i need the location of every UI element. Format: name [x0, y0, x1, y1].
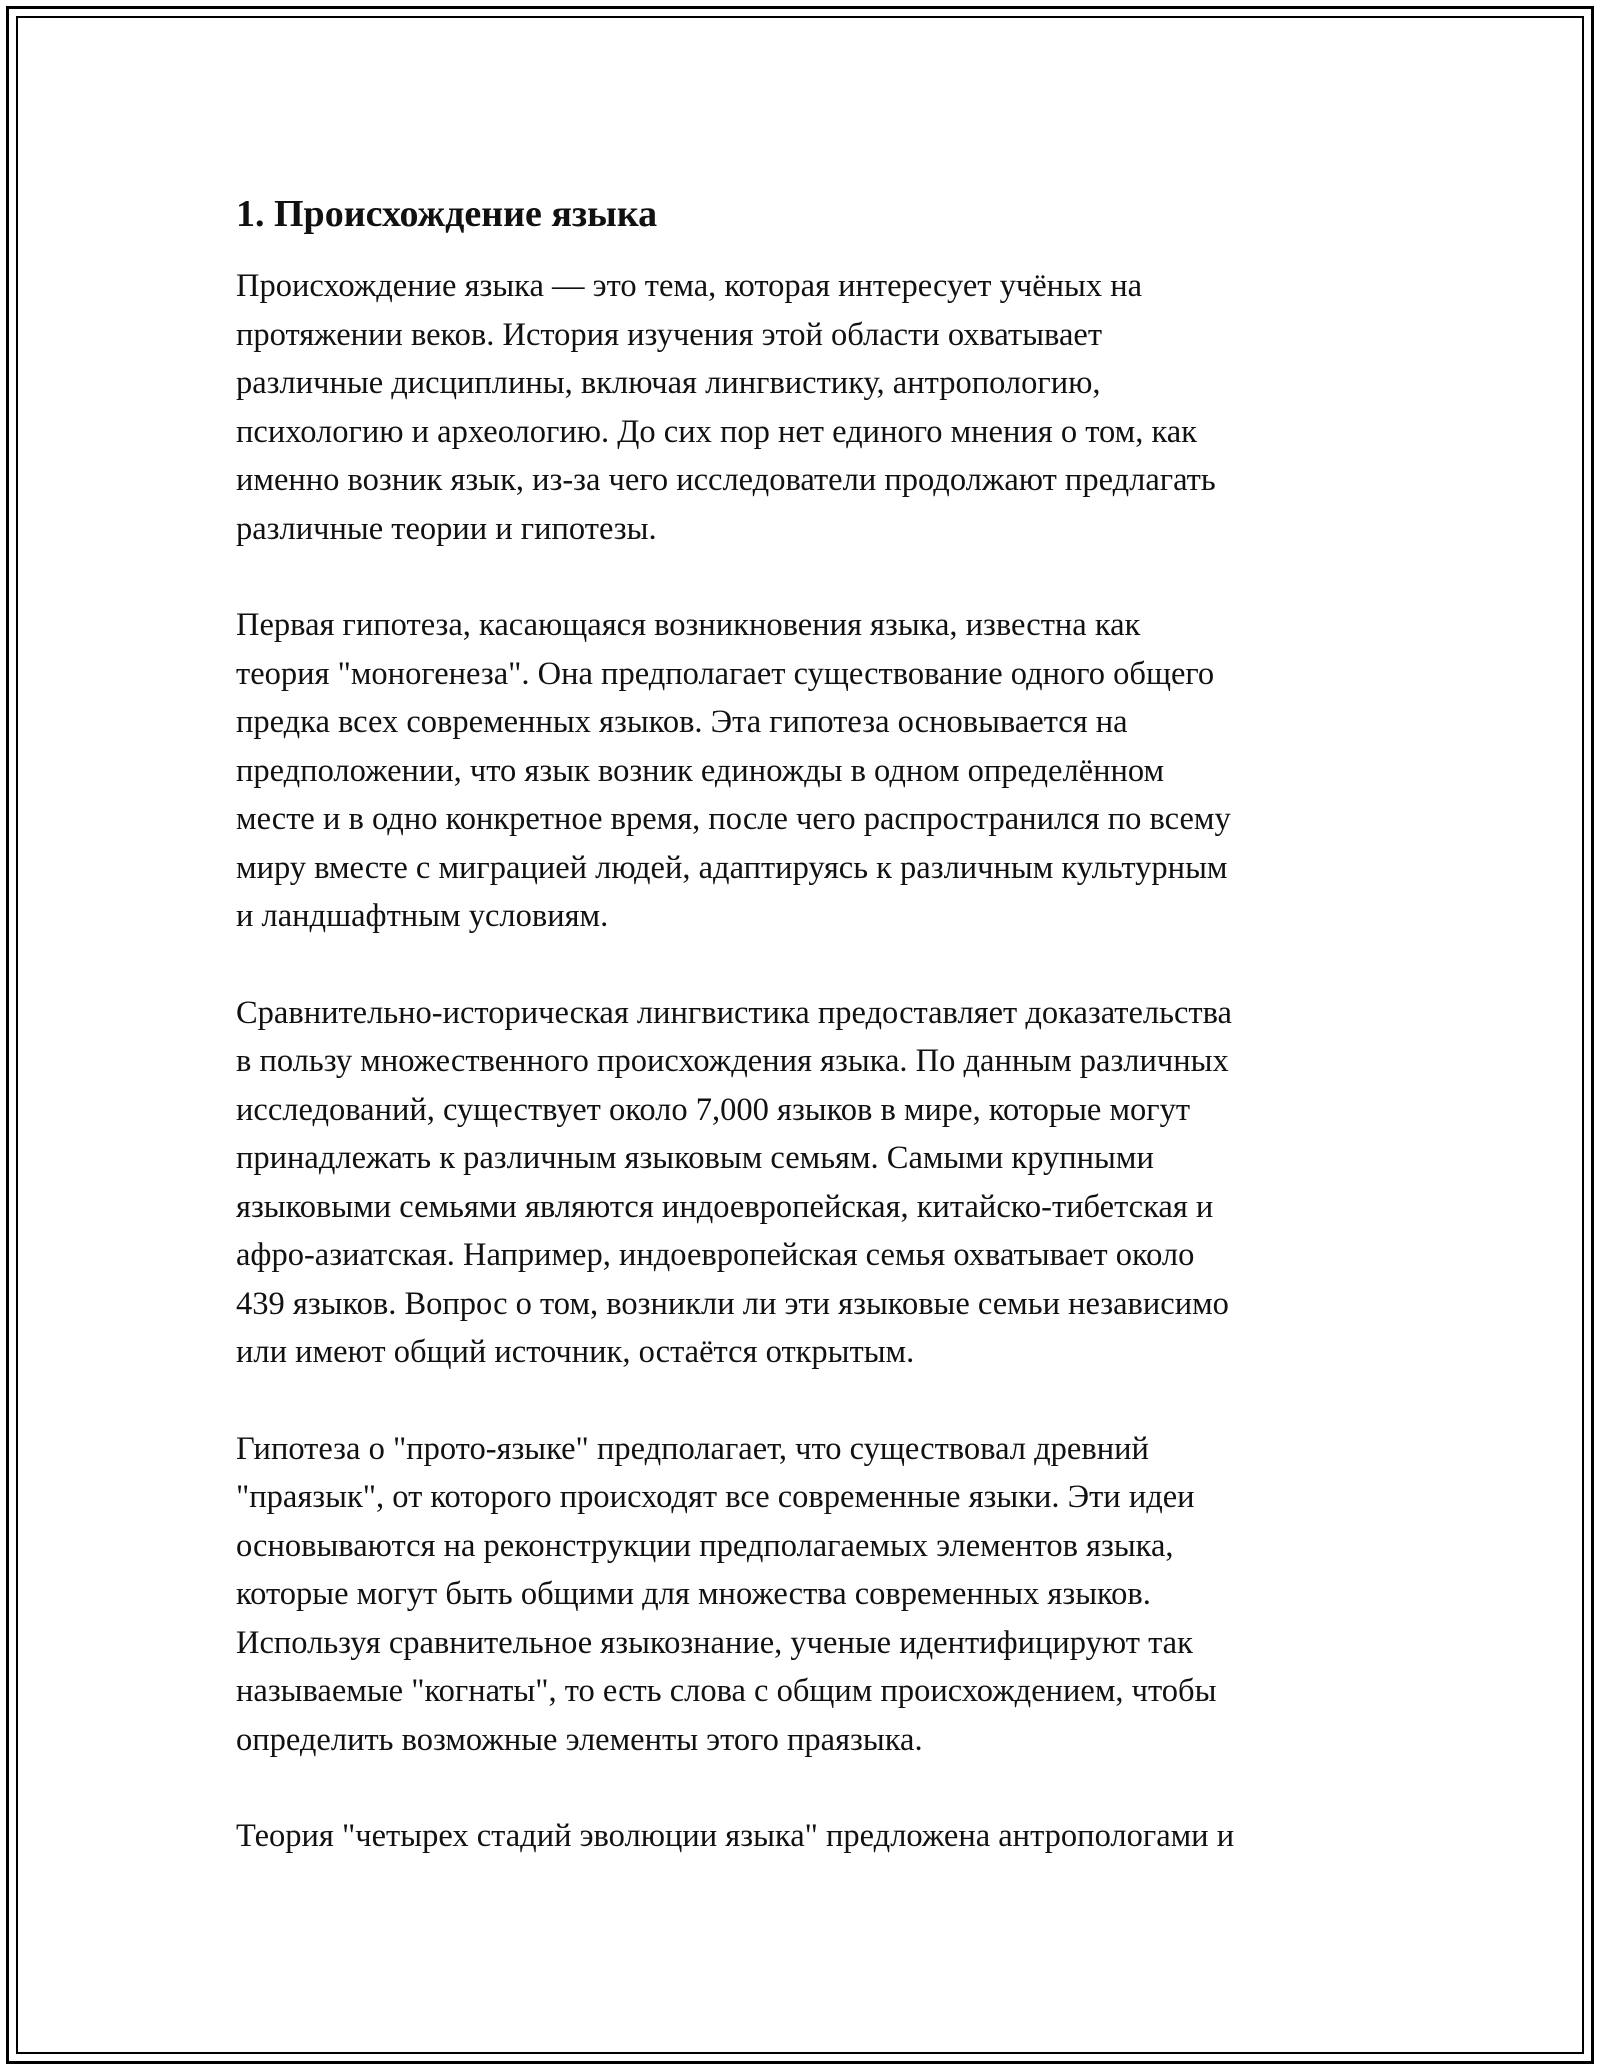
section-heading: 1. Происхождение языка [236, 193, 658, 235]
text-line: различные дисциплины, включая лингвистику, антропологию, [236, 365, 1101, 401]
text-line: Теория "четырех стадий эволюции языка" предложена антропологами и [236, 1818, 1235, 1854]
text-line: именно возник язык, из-за чего исследователи продолжают предлагать [236, 462, 1216, 498]
text-line: и ландшафтным условиям. [236, 898, 609, 934]
text-line: протяжении веков. История изучения этой области охватывает [236, 316, 1103, 353]
paragraph-1 [236, 262, 1376, 553]
paragraph-3 [236, 989, 1376, 1377]
text-line: основываются на реконструкции предполагаемых элементов языка, [236, 1527, 1174, 1564]
text-line: Используя сравнительное языкознание, ученые идентифицируют так [236, 1624, 1193, 1661]
text-line: предка всех современных языков. Эта гипотеза основывается на [236, 704, 1128, 740]
text-line: Происхождение языка — это тема, которая интересует учёных на [236, 268, 1143, 304]
paragraph-4 [236, 1425, 1376, 1765]
text-line: теория "моногенеза". Она предполагает существование одного общего [236, 655, 1215, 692]
text-line: в пользу множественного происхождения языка. По данным различных [236, 1043, 1229, 1079]
document-body [236, 188, 1376, 1909]
paragraph-2 [236, 601, 1376, 941]
paragraph-5 [236, 1812, 1376, 1861]
text-line: психологию и археологию. До сих пор нет единого мнения о том, как [236, 413, 1197, 450]
text-line: определить возможные элементы этого праязыка. [236, 1721, 923, 1758]
text-line: Гипотеза о "прото-языке" предполагает, что существовал древний [236, 1430, 1149, 1467]
text-line: предположении, что язык возник единожды в одном определённом [236, 752, 1165, 789]
text-line: исследований, существует около 7,000 языков в мире, которые могут [236, 1091, 1191, 1128]
text-line: или имеют общий источник, остаётся открытым. [236, 1334, 915, 1370]
text-line: языковыми семьями являются индоевропейская, китайско-тибетская и [236, 1188, 1214, 1225]
text-line: 439 языков. Вопрос о том, возникли ли эти языковые семьи независимо [236, 1285, 1229, 1322]
text-line: различные теории и гипотезы. [236, 510, 657, 547]
text-line: Первая гипотеза, касающаяся возникновения языка, известна как [236, 607, 1141, 643]
text-line: которые могут быть общими для множества современных языков. [236, 1576, 1151, 1612]
text-line: принадлежать к различным языковым семьям. Самыми крупными [236, 1140, 1154, 1176]
text-line: "праязык", от которого происходят все современные языки. Эти идеи [236, 1479, 1195, 1515]
text-line: называемые "когнаты", то есть слова с общим происхождением, чтобы [236, 1673, 1217, 1709]
text-line: Сравнительно-историческая лингвистика предоставляет доказательства [236, 994, 1232, 1031]
text-line: миру вместе с миграцией людей, адаптируясь к различным культурным [236, 849, 1228, 886]
text-line: месте и в одно конкретное время, после чего распространился по всему [236, 801, 1231, 837]
text-line: афро-азиатская. Например, индоевропейская семья охватывает около [236, 1237, 1195, 1273]
